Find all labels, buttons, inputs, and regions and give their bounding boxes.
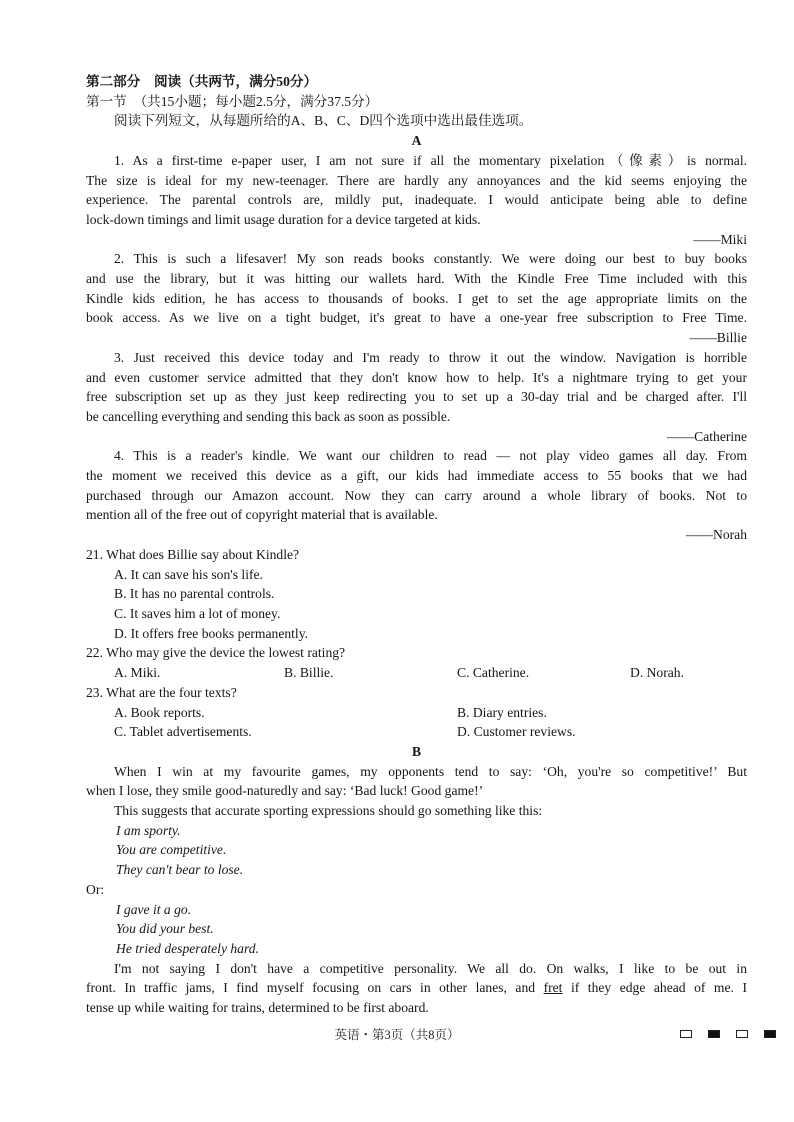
review-author: ——Miki [693,231,747,247]
empty-square-icon [736,1030,748,1038]
filled-square-icon [764,1030,776,1038]
review-line: lock-down timings and limit usage duration for a device targeted at kids. [86,211,481,227]
review-author: ——Norah [685,527,747,543]
quote-line: They can't bear to lose. [116,862,244,878]
option-a[interactable]: A. Miki. [114,665,161,681]
option-d[interactable]: D. Norah. [630,665,684,681]
passage-b-heading: B [411,743,422,759]
review-line: the moment we received this device as a gift, our kids had immediate access to 55 books that we had [86,468,747,484]
review-line: and use the library, but it was hitting our wallets hard. With the Kindle Free Time included with this [86,271,747,287]
quote-line: You are competitive. [116,842,227,858]
option-a[interactable]: A. It can save his son's life. [114,566,263,582]
option-c[interactable]: C. It saves him a lot of money. [114,605,281,621]
review-3 [86,348,747,447]
review-line: 1. As a first-time e-paper user, I am not sure if all the momentary pixelation（像素）is normal. [114,152,747,168]
filled-square-icon [708,1030,720,1038]
options-row [86,703,747,723]
review-line: 2. This is such a lifesaver! My son reads books constantly. We were doing our best to buy books [114,251,747,267]
option-b[interactable]: B. Diary entries. [457,704,547,720]
option-c[interactable]: C. Catherine. [457,665,530,681]
review-line: and even customer service admitted that they don't know how to help. It's a nightmare trying to get your [86,369,747,385]
passage-line: tense up while waiting for trains, determined to be first aboard. [86,1000,429,1016]
section-title: 第一节 （共15小题；每小题2.5分，满分37.5分） [86,93,379,109]
question-stem: 21. What does Billie say about Kindle? [86,546,300,562]
option-d[interactable]: D. It offers free books permanently. [114,625,309,641]
review-line: 4. This is a reader's kindle. We want our children to read — not play video games all day. From [114,448,747,464]
review-author: ——Catherine [666,428,747,444]
question-23 [86,683,747,742]
review-2 [86,249,747,348]
underlined-word: fret [543,980,563,996]
quote-line: He tried desperately hard. [116,940,259,956]
quote-line: I gave it a go. [116,901,192,917]
passage-line: This suggests that accurate sporting expressions should go something like this: [114,803,543,819]
registration-marks [680,1030,776,1038]
exam-page [86,72,747,1018]
review-1 [86,151,747,250]
option-a[interactable]: A. Book reports. [114,704,205,720]
part-title: 第二部分 阅读（共两节，满分50分） [86,74,318,89]
review-line: be cancelling everything and sending this back as soon as possible. [86,408,451,424]
review-line: Kindle kids edition, he has access to thousands of books. I get to set the age appropriate limits on the [86,290,747,306]
question-21 [86,545,747,644]
empty-square-icon [680,1030,692,1038]
or-label: Or: [86,881,105,897]
page-footer: 英语・第3页（共8页） [334,1028,460,1042]
review-author: ——Billie [689,330,747,346]
review-line: free subscription set up as they just keep redirecting you to set up a 30-day trial and be charged after. I'll [86,389,747,405]
review-line: experience. The parental controls are, mildly put, inadequate. I would anticipate being able to define [86,192,747,208]
review-4 [86,446,747,545]
passage-line: When I win at my favourite games, my opponents tend to say: ‘Oh, you're so competitive!’ But [114,763,747,779]
review-line: book access. As we live on a tight budget, it's great to have a one-year free subscription to Free Time. [86,310,747,326]
option-d[interactable]: D. Customer reviews. [457,724,576,740]
question-stem: 22. Who may give the device the lowest rating? [86,645,346,661]
review-line: 3. Just received this device today and I'm ready to throw it out the window. Navigation is horrible [114,349,747,365]
review-line: The size is ideal for my new-teenager. There are hardly any annoyances and the kid seems enjoying the [86,172,747,188]
question-22 [86,643,747,682]
question-stem: 23. What are the four texts? [86,684,237,700]
text-segment: if they edge ahead of me. I [562,980,747,996]
options-row [86,722,747,742]
options-row [86,663,747,683]
option-b[interactable]: B. Billie. [284,665,334,681]
instruction: 阅读下列短文，从每题所给的A、B、C、D四个选项中选出最佳选项。 [114,113,533,129]
passage-a-heading: A [411,133,422,149]
passage-line: when I lose, they smile good-naturedly and say: ‘Bad luck! Good game!’ [86,783,484,799]
passage-line [86,978,747,998]
review-line: mention all of the free out of copyright material that is available. [86,507,438,523]
option-c[interactable]: C. Tablet advertisements. [114,724,252,740]
text-segment: front. In traffic jams, I find myself focusing on cars in other lanes, and [86,980,544,996]
quote-line: You did your best. [116,921,214,937]
passage-line: I'm not saying I don't have a competitive personality. We all do. On walks, I like to be out in [114,960,747,976]
option-b[interactable]: B. It has no parental controls. [114,586,275,602]
quote-line: I am sporty. [116,822,181,838]
review-line: purchased through our Amazon account. Now they can carry around a whole library of books. Not to [86,487,747,503]
